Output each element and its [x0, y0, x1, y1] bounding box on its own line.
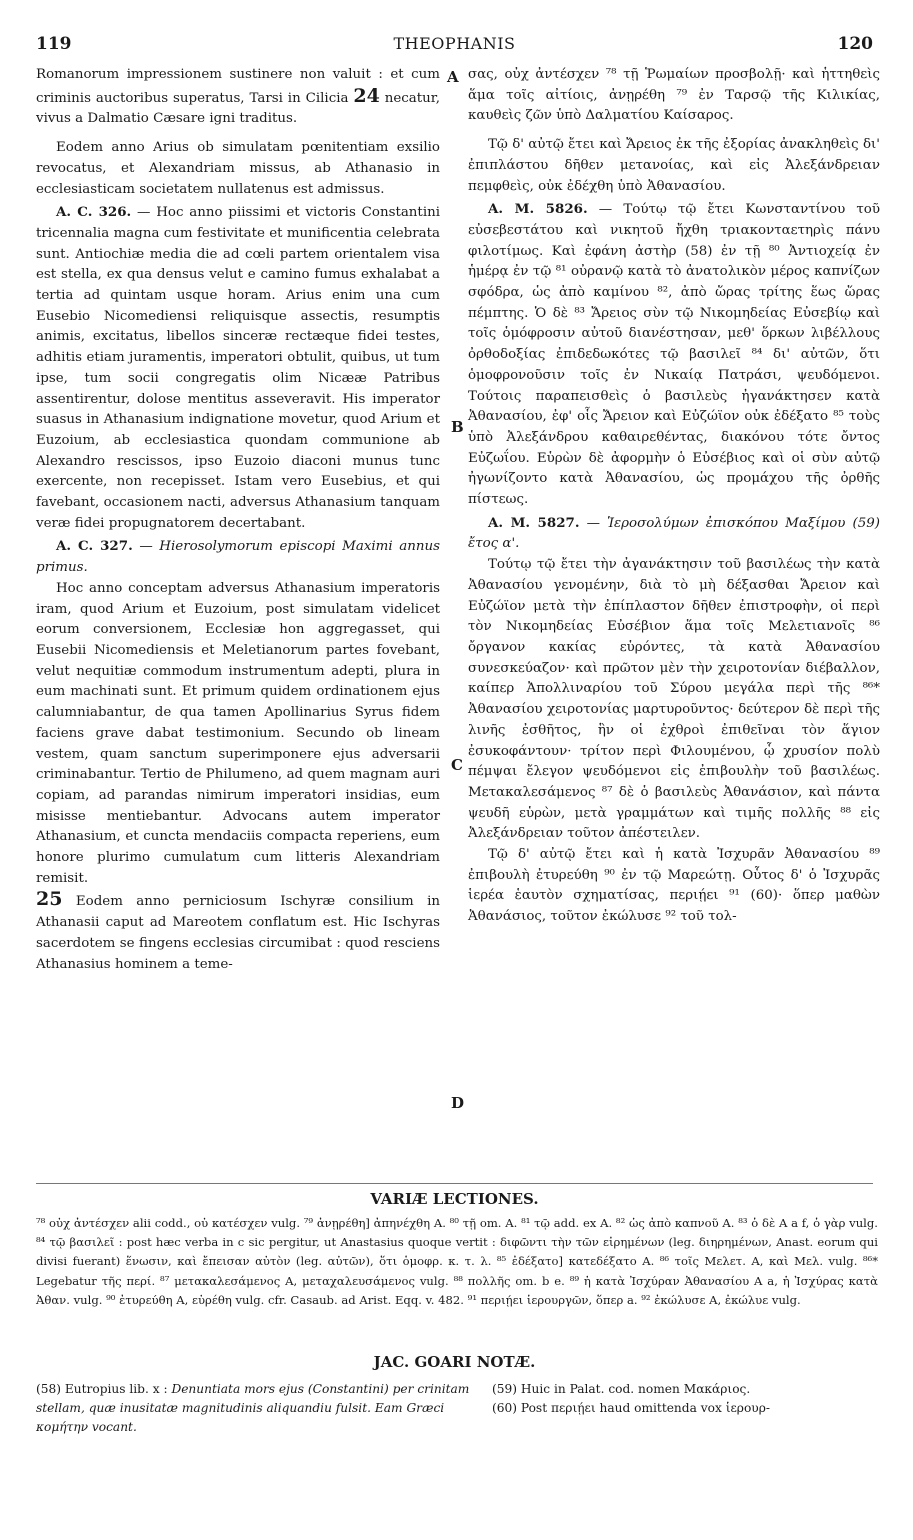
greek-paragraph-5: Τούτῳ τῷ ἔτει τὴν ἀγανάκτησιν τοῦ βασιλέως τὴν κατὰ Ἀθανασίου γενομένην, διὰ τὸ μὴ δέξασθαι Ἄρειον καὶ Εὐζώϊον μετὰ τὴν ἐπίπλαστον δῆθεν ἐπιστροφὴν, οἱ περὶ τὸν Νικομηδείας Εὐσέβιον ἅμα τοῖς Μελετιανοῖς ⁸⁶ ὄργανον κακίας εὑρόντες, τὰ κατὰ Ἀθανασίου συνεσκεύαζον· καὶ πρῶτον μὲν τὴν χειροτονίαν διέβαλλον, καίπερ Ἀπολλιναρίου τοῦ Σύρου μεγάλα περὶ τῆς ⁸⁶* Ἀθανασίου χειροτονίας μαρτυροῦντος· δεύτερον δὲ περὶ τῆς λινῆς ἐσθῆτος, ἣν οἱ ἐχθροὶ ἐπιθεῖναι τὸν ἅγιον ἐσυκοφάντουν· τρίτον περὶ Φιλουμένου, ᾧ χρυσίον πολὺ πέμψαι ἔλεγον ψευδόμενοι εἰς ἐπιβουλὴν τοῦ βασιλέως. Μετακαλεσάμενος ⁸⁷ δὲ ὁ βασιλεὺς Ἀθανάσιον, καὶ πάντα ψευδῆ εὑρὼν, μετὰ γραμμάτων καὶ τιμῆς πολλῆς ⁸⁸ εἰς Ἀλεξάνδρειαν τοῦτον ἀπέστειλεν. — [468, 557, 880, 842]
year-title: — Hierosolymorum episcopi Maximi annus primus. — [36, 539, 440, 576]
note-label: (58) Eutropius lib. x : — [36, 1382, 168, 1396]
variae-lectiones — [36, 1214, 878, 1310]
note-58 — [36, 1380, 476, 1437]
notes-right-column — [492, 1380, 882, 1418]
latin-paragraph-4 — [36, 536, 440, 578]
variae-lectiones-title: VARIÆ LECTIONES. — [370, 1190, 539, 1208]
latin-paragraph-5: Hoc anno conceptam adversus Athanasium imperatoris iram, quod Arium et Euzoium, post simulatam videlicet eorum conversionem, Ecclesiæ hon aggregasset, qui Eusebii Nicomediensis et Meletianorum partes fovebant, velut nequitiæ commodum instrumentum adepti, plura in eum machinati sunt. Et primum quidem ordinationem ejus calumniabantur, de qua tamen Apollinarius Syrus fidem faciens grave dabat testimonium. Secundo ob lineam vestem, quam sanctum superimponere ejus adversarii criminabantur. Tertio de Philumeno, ad quem magnam auri copiam, ad parandas nimirum imperatori insidias, eum misisse mentiebantur. Advocans autem imperator Athanasium, et cuncta mendaciis compacta reperiens, eum honore plurimo cumulatum cum litteris Alexandriam remisit. — [36, 580, 440, 886]
page-number-right: 120 — [837, 34, 873, 54]
margin-letter-d: D — [451, 1094, 465, 1112]
divider — [36, 1183, 873, 1184]
margin-letter-a: A — [447, 68, 459, 86]
section-number-25: 25 — [36, 888, 63, 911]
greek-paragraph-3 — [468, 199, 880, 511]
latin-column — [36, 65, 440, 975]
greek-paragraph-2: Τῷ δ' αὐτῷ ἔτει καὶ Ἄρειος ἐκ τῆς ἐξορίας ἀνακληθεὶς δι' ἐπιπλάστου δῆθεν μετανοίας, καὶ εἰς Ἀλεξάνδρειαν πεμφθεὶς, οὐκ ἐδέχθη ὑπὸ Ἀθανασίου. — [468, 137, 880, 194]
latin-text: Romanorum impressionem sustinere non valuit : et cum criminis auctoribus superatus, Tarsi in Cilicia — [36, 67, 440, 106]
latin-text: Eodem anno perniciosum Ischyræ consilium in Athanasii caput ad Mareotem conflatum est. Hic Ischyras sacerdotem se fingens ecclesias circumibat : quod resciens Athanasius hominem a teme- — [36, 894, 440, 972]
latin-paragraph-3 — [36, 202, 440, 534]
year-heading: A. C. 327. — [56, 538, 133, 555]
greek-paragraph-6: Τῷ δ' αὐτῷ ἔτει καὶ ἡ κατὰ Ἰσχυρᾶν Ἀθανασίου ⁸⁹ ἐπιβουλὴ ἐτυρεύθη ⁹⁰ ἐν τῷ Μαρεώτῃ. Οὗτος δ' ὁ Ἰσχυρᾶς ἱερέα ἑαυτὸν σχηματίσας, περιῄει ⁹¹ (60)· ὅπερ μαθὼν Ἀθανάσιος, τοῦτον ἐκώλυσε ⁹² τοῦ τολ- — [468, 847, 880, 925]
greek-paragraph-1: σας, οὐχ ἀντέσχεν ⁷⁸ τῇ Ῥωμαίων προσβολῇ· καὶ ἡττηθεὶς ἅμα τοῖς αἰτίοις, ἀνῃρέθη ⁷⁹ ἐν Ταρσῷ τῆς Κιλικίας, καυθεὶς ζῶν ὑπὸ Δαλματίου Καίσαρος. — [468, 67, 880, 124]
note-60: (60) Post περιῄει haud omittenda vox ἱερουρ- — [492, 1401, 770, 1415]
greek-column — [468, 65, 880, 928]
latin-paragraph-2: Eodem anno Arius ob simulatam pœnitentiam exsilio revocatus, et Alexandriam missus, ab Athanasio in ecclesiasticam societatem nullatenus est admissus. — [36, 140, 440, 197]
note-59: (59) Huic in Palat. cod. nomen Μακάριος. — [492, 1382, 751, 1396]
page-header — [36, 34, 873, 56]
page-number-left: 119 — [36, 34, 72, 54]
variants-text: ⁷⁸ οὐχ ἀντέσχεν alii codd., οὐ κατέσχεν vulg. ⁷⁹ ἀνῃρέθη] ἀπηνέχθη A. ⁸⁰ τῇ om. A. ⁸¹ τῷ add. ex A. ⁸² ὡς ἀπὸ καπνοῦ A. ⁸³ ὁ δὲ A a f, ὁ γὰρ vulg. ⁸⁴ τῷ βασιλεῖ : post hæc verba in c sic pergitur, ut Anastasius quoque vertit : διφῶντι τὴν τῶν εἰρημένων (leg. διηρημένων, Anast. eorum qui divisi fuerant) ἕνωσιν, καὶ ἔπεισαν αὐτὸν (leg. αὐτῶν), ὅτι ὁμοφρ. κ. τ. λ. ⁸⁵ ἐδέξατο] κατεδέξατο A. ⁸⁶ τοῖς Μελετ. A, καὶ Μελ. vulg. ⁸⁶* Legebatur τῆς περί. ⁸⁷ μετακαλεσάμενος A, μεταχαλευσάμενος vulg. ⁸⁸ πολλῆς om. b e. ⁸⁹ ἡ κατὰ Ἰσχύραν Ἀθανασίου A a, ἡ Ἰσχύρας κατὰ Ἀθαν. vulg. ⁹⁰ ἐτυρεύθη A, εὑρέθη vulg. cfr. Casaub. ad Arist. Eqq. v. 482. ⁹¹ περιῄει ἱερουργῶν, ὅπερ a. ⁹² ἐκώλυσε A, ἐκώλυε vulg. — [36, 1216, 878, 1307]
year-heading: A. M. 5827. — [488, 514, 580, 531]
greek-paragraph-4 — [468, 513, 880, 555]
latin-text: necatur, vivus a Dalmatio Cæsare igni traditus. — [36, 90, 440, 127]
note-text: Denuntiata mors ejus (Constantini) per crinitam stellam, quæ inusitatæ magnitudinis aliquandiu fulsit. Eam Græci κομήτην vocant. — [36, 1382, 470, 1434]
notae-title: JAC. GOARI NOTÆ. — [373, 1353, 536, 1371]
year-heading: A. M. 5826. — [488, 201, 588, 218]
latin-paragraph-6 — [36, 889, 440, 975]
greek-text: — Τούτῳ τῷ ἔτει Κωνσταντίνου τοῦ εὐσεβεστάτου καὶ νικητοῦ ἤχθη τριακονταετηρὶς πάνυ φιλοτίμως. Καὶ ἐφάνη ἀστὴρ (58) ἐν τῇ ⁸⁰ Ἀντιοχείᾳ ἐν ἡμέρᾳ ἐν τῷ ⁸¹ οὐρανῷ κατὰ τὸ ἀνατολικὸν μέρος καπνίζων σφόδρα, ὡς ἀπὸ καμίνου ⁸², ἀπὸ ὥρας τρίτης ἕως ὥρας πέμπτης. Ὁ δὲ ⁸³ Ἄρειος σὺν τῷ Νικομηδείας Εὐσεβίῳ καὶ τοῖς ὁμόφροσιν αὐτοῦ διανέστησαν, μεθ' ὅρκων λιβέλλους ὀρθοδοξίας ἐπιδεδωκότες τῷ βασιλεῖ ⁸⁴ δι' αὐτῶν, ὅτι ὁμοφρονοῦσιν τοῖς ἐν Νικαίᾳ Πατράσι, ψευδόμενοι. Τούτοις παραπεισθεὶς ὁ βασιλεὺς ἠγανάκτησεν κατὰ Ἀθανασίου, ἐφ' οἷς Ἄρειον καὶ Εὐζώϊον οὐκ ἐδέξατο ⁸⁵ τοὺς ὑπὸ Ἀλεξάνδρου καθαιρεθέντας, διακόνου τότε ὄντος Εὐζωΐου. Εὑρὼν δὲ ἀφορμὴν ὁ Εὐσέβιος καὶ οἱ σὺν αὐτῷ ἠγωνίζοντο κατὰ Ἀθανασίου, ὡς προμάχου τῆς ὀρθῆς πίστεως. — [468, 202, 880, 508]
margin-letter-b: B — [451, 418, 464, 436]
year-heading: A. C. 326. — [56, 204, 132, 221]
running-title: THEOPHANIS — [393, 34, 516, 53]
notes-left-column — [36, 1380, 476, 1437]
latin-paragraph-1 — [36, 65, 440, 130]
margin-letter-c: C — [451, 756, 463, 774]
year-title: — Ἱεροσολύμων ἐπισκόπου Μαξίμου (59) ἔτος α'. — [468, 515, 880, 552]
latin-text: — Hoc anno piissimi et victoris Constantini tricennalia magna cum festivitate et munificentia celebrata sunt. Antiochiæ media die ad cœli partem orientalem visa est stella, ex qua densus velut e camino fumus exhalabat a tertia ad quintam usque horam. Arius enim una cum Eusebio Nicomediensi reliquisque assectis, resumptis animis, excitatus, libellos sinceræ rectæque fidei testes, adhitis etiam juramentis, imperatori obtulit, quibus, ut tum ipse, tum socii congregatis olim Nicææ Patribus assentirentur, dolose mentitus asseveravit. His imperator suasus in Athanasium indignatione movetur, quod Arium et Euzoium, ab ecclesiastica quondam communione ab Alexandro rescissos, ipso Euzoio diaconi munus tunc exercente, non recepisset. Istam vero Eusebius, et qui favebant, occasionem nacti, adversus Athanasium tanquam veræ fidei propugnatorem decertabant. — [36, 205, 441, 531]
section-number-24: 24 — [353, 84, 380, 107]
